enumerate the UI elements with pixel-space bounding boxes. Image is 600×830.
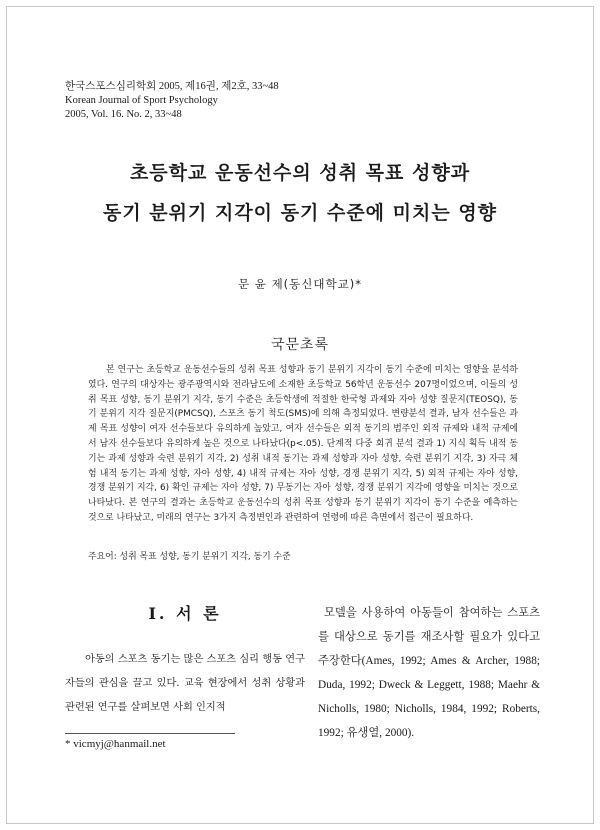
keywords: 주요어: 성취 목표 성향, 동기 분위기 지각, 동기 수준 (88, 552, 291, 562)
section-heading-introduction: I. 서 론 (148, 604, 222, 623)
journal-info (65, 80, 279, 122)
journal-citation-english: 2005, Vol. 16. No. 2, 33~48 (65, 109, 182, 120)
abstract-body: 본 연구는 초등학교 운동선수들의 성취 목표 성향과 동기 분위기 지각이 동기 수준에 미치는 영향을 분석하였다. 연구의 대상자는 광주광역시와 전라남도에 소재한 초등학교 56학년 운동선수 207명이었으며, 이들의 성취 목표 성향, 동기 분위기 지각, 동기 수준은 초등학생에 적절한 한국형 과제와 자아 성향 질문지(TEOSQ), 동기 분위기 지각 질문지(PMCSQ), 스포츠 동기 척도(SMS)에 의해 측정되었다. 변량분석 결과, 남자 선수들은 과제 목표 성향이 여자 선수들보다 유의하게 높았고, 여자 선수들은 외적 동기의 범주인 외적 규제와 내적 규제에서 남자 선수들보다 유의하게 높은 것으로 나타났다(p<.05). 단계적 다중 회귀 분석 결과 1) 지식 획득 내적 동기는 과제 성향과 숙련 분위기 지각, 2) 성취 내적 동기는 과제 성향과 자아 성향, 숙련 분위기 지각, 3) 자극 체험 내적 동기는 과제 성향, 자아 성향, 4) 내적 규제는 자아 성향, 경쟁 분위기 지각, 5) 외적 규제는 자아 성향, 경쟁 분위기 지각, 6) 확인 규제는 자아 성향, 7) 무동기는 자아 성향, 경쟁 분위기 지각에 영향을 미치는 것으로 나타났다. 본 연구의 결과는 초등학교 운동선수의 성취 목표 성향과 동기 분위기 지각이 동기 수준을 예측하는 것으로 나타났고, 미래의 연구는 3가지 측정변인과 관련하여 연령에 따른 측면에서 접근이 필요하다. (88, 365, 518, 523)
paper-title-line-1: 초등학교 운동선수의 성취 목표 성향과 (129, 162, 471, 184)
journal-name-english: Korean Journal of Sport Psychology (65, 95, 218, 106)
footnote-email: * vicmyj@hanmail.net (65, 738, 166, 750)
author-line: 문 윤 제(동신대학교)* (238, 277, 362, 291)
intro-left-column: 아동의 스포츠 동기는 많은 스포츠 심리 행동 연구자들의 관심을 끌고 있다. 교육 현장에서 성취 상황과 관련된 연구를 살펴보면 사회 인지적 (65, 654, 305, 713)
abstract-heading: 국문초록 (270, 337, 330, 353)
intro-right-column: 모델을 사용하여 아동들이 참여하는 스포츠를 대상으로 동기를 재조사할 필요가 있다고 주장한다(Ames, 1992; Ames & Archer, 1988; Duda, 1992; Dweck & Leggett, 1988; Maehr & Nicholls, 1980; Nicholls, 1984, 1992; Roberts, 1992; 유생열, 2000). (318, 607, 540, 739)
footnote-divider (65, 733, 235, 734)
paper-title-line-2: 동기 분위기 지각이 동기 수준에 미치는 영향 (102, 202, 498, 224)
journal-citation-korean: 한국스포스심리학회 2005, 제16권, 제2호, 33~48 (65, 81, 279, 92)
